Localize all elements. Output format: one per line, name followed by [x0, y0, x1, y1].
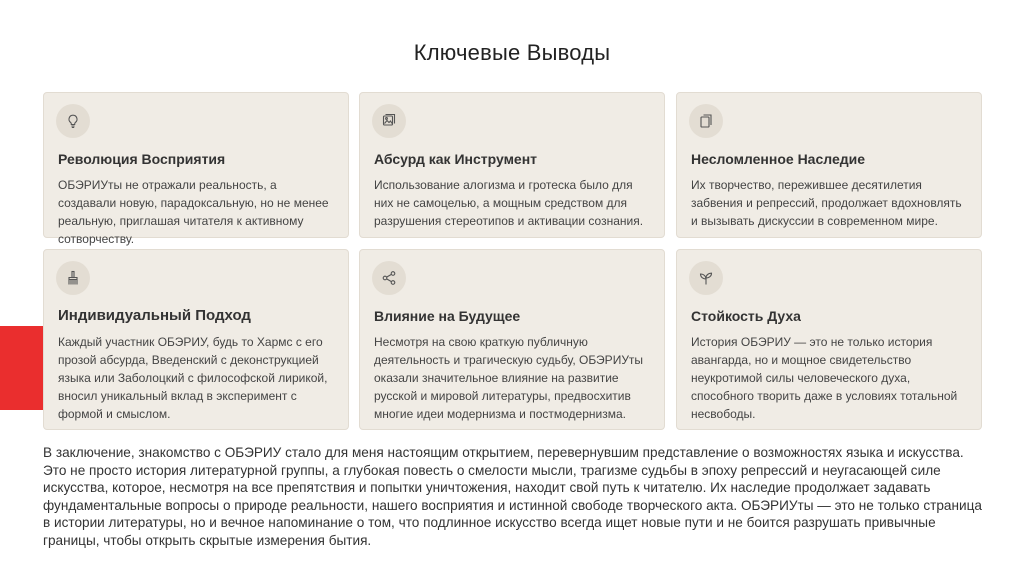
- card-title: Индивидуальный Подход: [58, 307, 251, 324]
- accent-bar: [0, 326, 43, 410]
- card-spirit-resilience: [676, 249, 982, 430]
- card-future-influence: [359, 249, 665, 430]
- card-title: Абсурд как Инструмент: [374, 151, 538, 167]
- card-perception-revolution: [43, 92, 349, 246]
- sprout-icon: [689, 261, 723, 295]
- share-icon: [372, 261, 406, 295]
- card-title: Влияние на Будущее: [374, 308, 521, 324]
- card-absurd-tool: [359, 92, 665, 238]
- conclusion-paragraph: В заключение, знакомство с ОБЭРИУ стало для меня настоящим открытием, перевернувшим представление о возможностях языка и искусства. Это не просто история литературной группы, а глубокая повесть о смелости мысли, трагизме судьбы в эпоху репрессий и неугасающей силе искусства, которое, несмотря на все препятствия и попытки уничтожения, находит свой путь к читателю. Их наследие продолжает задавать фундаментальные вопросы о природе реальности, нашего восприятия и истинной свободе творческого акта. ОБЭРИУты — это не только страница в истории литературы, но и вечное напоминание о том, что подлинное искусство всегда ищет новые пути и не боится разрушать привычные границы, чтобы открыть скрытые измерения бытия.: [43, 445, 982, 548]
- documents-icon: [689, 104, 723, 138]
- page-title: Ключевые Выводы: [413, 40, 611, 65]
- card-unbroken-legacy: [676, 92, 982, 238]
- card-title: Стойкость Духа: [691, 308, 801, 324]
- image-gallery-icon: [372, 104, 406, 138]
- card-title: Революция Восприятия: [58, 151, 226, 167]
- card-text: Использование алогизма и гротеска было для них не самоцелью, а мощным средством для разрушения стереотипов и активации сознания.: [374, 178, 644, 228]
- lightbulb-icon: [56, 104, 90, 138]
- card-text: История ОБЭРИУ — это не только история авангарда, но и мощное свидетельство неукротимой силы человеческого духа, способного творить даже в условиях тотальной несвободы.: [691, 335, 958, 421]
- card-text: Каждый участник ОБЭРИУ, будь то Хармс с его прозой абсурда, Введенский с деконструкцией языка или Заболоцкий с философской лирикой, вносил уникальный вклад в эксперимент с формой и смыслом.: [58, 335, 328, 421]
- card-text: ОБЭРИУты не отражали реальность, а создавали новую, парадоксальную, но не менее реальную, приглашая читателя к активному сотворчеству.: [58, 178, 329, 246]
- card-text: Их творчество, пережившее десятилетия забвения и репрессий, продолжает вдохновлять и вызывать дискуссии в современном мире.: [691, 178, 962, 228]
- brush-icon: [56, 261, 90, 295]
- card-title: Несломленное Наследие: [691, 151, 866, 167]
- card-text: Несмотря на свою краткую публичную деятельность и трагическую судьбу, ОБЭРИУты оказали значительное влияние на развитие русской и мировой литературы, предвосхитив многие идеи модернизма и постмодернизма.: [374, 335, 644, 421]
- card-individual-approach: [43, 249, 349, 430]
